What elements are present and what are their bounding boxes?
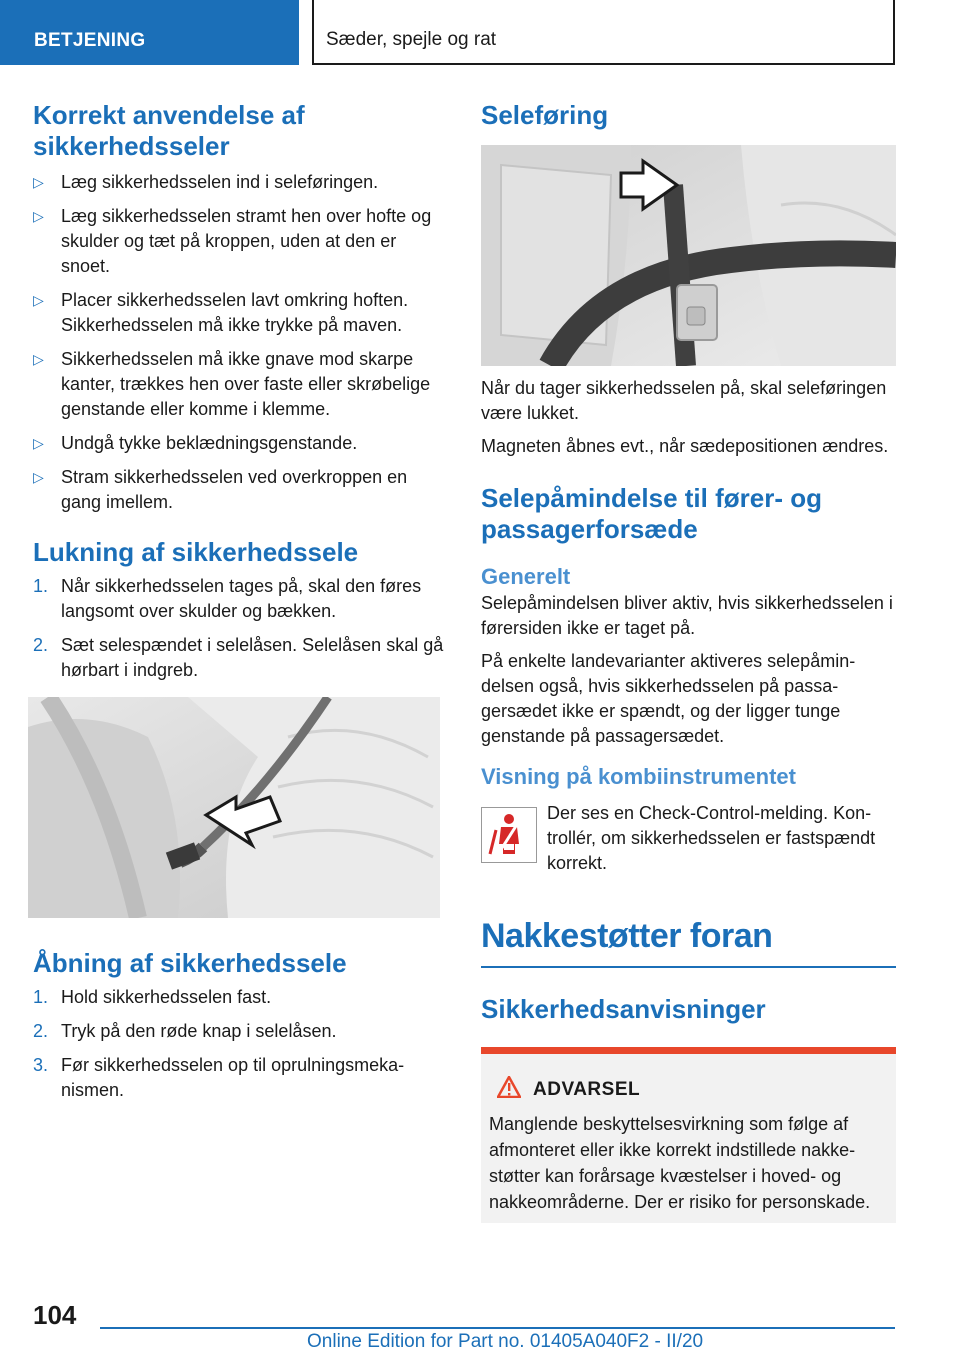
display-heading: Visning på kombiinstrumentet (481, 764, 796, 789)
display-text: Der ses en Check-Control-melding. Kontrollér, om sikkerhedsselen er fastspændt korrekt. (547, 803, 876, 873)
list-item: 3. Før sikkerhedsselen op til oprulningsmekanismen. (33, 1055, 405, 1100)
list-item: ▷ Placer sikkerhedsselen lavt omkring hoften. Sikkerhedsselen må ikke trykke på maven. (33, 290, 409, 335)
general-heading: Generelt (481, 564, 571, 589)
belt-guide-photo (481, 145, 896, 366)
list-item: 1. Hold sikkerhedsselen fast. (33, 987, 272, 1007)
list-item: ▷ Sikkerhedsselen må ikke gnave mod skarpe kanter, trækkes hen over faste eller skrøbelige genstande eller komme i klemme. (33, 349, 431, 419)
closing-steps (33, 574, 445, 683)
triangle-bullet-icon: ▷ (33, 292, 44, 308)
footer-edition: Online Edition for Part no. 01405A040F2 - II/20 (307, 1331, 704, 1352)
headrests-heading: Nakkestøtter foran (481, 917, 773, 955)
opening-steps (33, 985, 445, 1103)
triangle-bullet-icon: ▷ (33, 174, 44, 190)
header-section-tab (0, 0, 299, 65)
list-item: 1. Når sikkerhedsselen tages på, skal den føres langsomt over skulder og bækken. (33, 576, 422, 621)
opening-heading: Åbning af sikkerhedssele (33, 948, 347, 978)
triangle-bullet-icon: ▷ (33, 469, 44, 485)
buckle-photo (28, 697, 440, 918)
list-item: 2. Sæt selespændet i selelåsen. Selelåsen skal gå hørbart i indgreb. (33, 635, 444, 680)
page-number: 104 (33, 1300, 77, 1330)
reminder-text-1: Selepåmindelsen bliver aktiv, hvis sikkerhedsselen i førersiden ikke er taget på. (481, 593, 893, 638)
guide-text-1: Når du tager sikkerhedsselen på, skal seleføringen være lukket. (481, 378, 887, 423)
list-item: ▷ Læg sikkerhedsselen stramt hen over hofte og skulder og tæt på kroppen, uden at den er snoet. (33, 206, 432, 276)
right-column (481, 100, 896, 1223)
list-item: ▷ Undgå tykke beklædningsgenstande. (33, 431, 445, 456)
list-item: ▷ Læg sikkerhedsselen ind i seleføringen. (33, 170, 445, 195)
reminder-text-2: På enkelte landevarianter aktiveres selepåmindelsen også, hvis sikkerhedsselen på passagersædet ikke er spændt, og der ligger tunge genstande på passagersædet. (481, 651, 856, 746)
heading-rule (481, 966, 896, 968)
list-item: ▷ Stram sikkerhedsselen ved overkroppen en gang imellem. (33, 467, 408, 512)
safety-heading: Sikkerhedsanvisninger (481, 994, 766, 1024)
warning-text: Manglende beskyttelsesvirkning som følge af afmonteret eller ikke korrekt indstillede nakkestøtter kan forårsage kvæstelser i hoved- og nakkeområderne. Der er risiko for personskade. (489, 1114, 871, 1212)
triangle-bullet-icon: ▷ (33, 351, 44, 367)
left-column (33, 100, 445, 1112)
header-section-label: BETJENING (34, 30, 146, 51)
warning-title-row (497, 1076, 888, 1103)
correct-use-list (33, 170, 445, 515)
reminder-heading: Selepåmindelse til fører- og passagerforsæde (481, 483, 822, 544)
warning-label: ADVARSEL (533, 1078, 641, 1100)
closing-heading: Lukning af sikkerhedssele (33, 537, 359, 567)
correct-use-heading: Korrekt anvendelse af sikkerhedsseler (33, 100, 305, 161)
guide-heading: Seleføring (481, 100, 609, 130)
warning-box (481, 1047, 896, 1223)
warning-triangle-icon (497, 1076, 521, 1103)
display-block (481, 801, 896, 876)
header-chapter-label: Sæder, spejle og rat (326, 29, 497, 50)
footer-rule (100, 1327, 895, 1329)
header-chapter-box (312, 0, 895, 65)
seatbelt-warning-icon (481, 807, 537, 863)
triangle-bullet-icon: ▷ (33, 208, 44, 224)
triangle-bullet-icon: ▷ (33, 435, 44, 451)
list-item: 2. Tryk på den røde knap i selelåsen. (33, 1021, 337, 1041)
guide-text-2: Magneten åbnes evt., når sædepositionen ændres. (481, 436, 889, 456)
